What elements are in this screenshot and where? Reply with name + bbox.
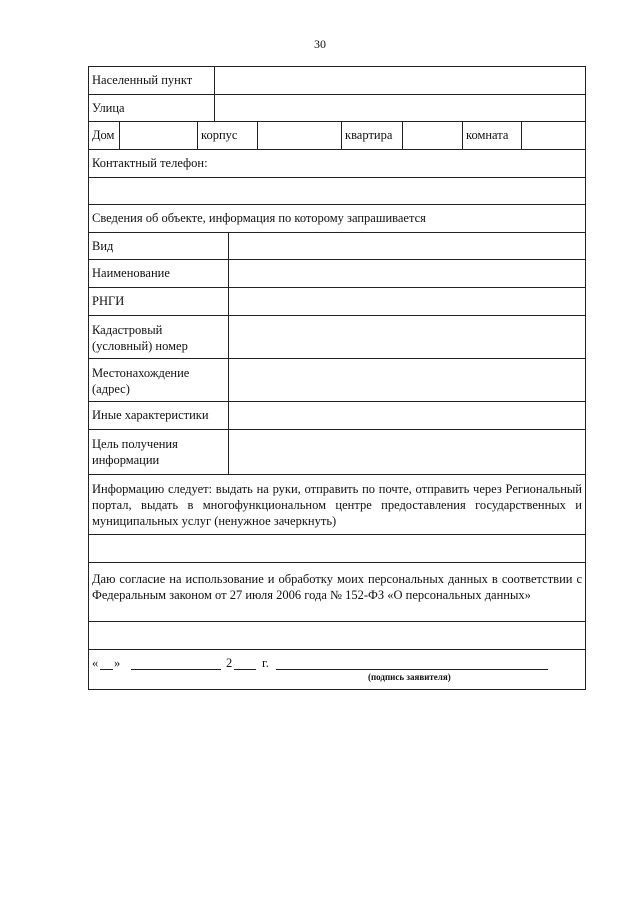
street-label: Улица (89, 95, 215, 121)
signature-caption: (подпись заявителя) (368, 672, 451, 682)
rngi-field[interactable] (229, 288, 585, 315)
row-location (89, 359, 585, 402)
apartment-field[interactable] (403, 122, 463, 149)
apartment-label: квартира (342, 122, 403, 149)
phone-label: Контактный телефон: (92, 156, 208, 170)
close-quote: » (114, 656, 121, 670)
object-section-title: Сведения об объекте, информация по которому запрашивается (92, 211, 426, 225)
building-label: корпус (198, 122, 258, 149)
row-consent (89, 563, 585, 622)
room-label: комната (463, 122, 522, 149)
phone-field[interactable] (89, 178, 585, 204)
building-field[interactable] (258, 122, 342, 149)
year-line[interactable] (234, 669, 256, 670)
signature-line[interactable] (276, 669, 548, 670)
row-object-title (89, 205, 585, 233)
location-label (89, 359, 229, 401)
row-signature (89, 650, 585, 689)
row-settlement (89, 67, 585, 95)
cadastral-label (89, 316, 229, 358)
day-line[interactable] (100, 669, 113, 670)
purpose-label-line2: информации (92, 453, 160, 467)
rngi-label: РНГИ (89, 288, 229, 315)
page-number: 30 (314, 37, 326, 51)
location-field[interactable] (229, 359, 585, 401)
cadastral-label-line1: Кадастровый (92, 323, 163, 337)
other-label: Иные характеристики (89, 402, 229, 429)
row-purpose (89, 430, 585, 475)
application-form (88, 66, 586, 690)
row-delivery (89, 475, 585, 535)
type-field[interactable] (229, 233, 585, 259)
year-prefix: 2 (226, 656, 233, 670)
consent-text: Даю согласие на использование и обработку моих персональных данных в соответствии с Федеральным законом от 27 июля 2006 года № 152-ФЗ «О персональных данных» (92, 572, 582, 602)
row-phone-field (89, 178, 585, 205)
settlement-field[interactable] (215, 67, 585, 94)
settlement-label: Населенный пункт (89, 67, 215, 94)
month-line[interactable] (131, 669, 221, 670)
house-label: Дом (89, 122, 120, 149)
row-blank-1 (89, 535, 585, 563)
location-label-line1: Местонахождение (92, 366, 190, 380)
name-field[interactable] (229, 260, 585, 287)
row-phone-label (89, 150, 585, 178)
name-label: Наименование (89, 260, 229, 287)
row-blank-2 (89, 622, 585, 650)
row-other (89, 402, 585, 430)
purpose-field[interactable] (229, 430, 585, 474)
type-label: Вид (89, 233, 229, 259)
location-label-line2: (адрес) (92, 382, 130, 396)
room-field[interactable] (522, 122, 585, 149)
delivery-text: Информацию следует: выдать на руки, отправить по почте, отправить через Региональный портал, выдать в многофункциональном центре предоставления государственных и муниципальных услуг (ненужное зачеркнуть) (92, 482, 582, 528)
year-suffix: г. (262, 656, 269, 670)
row-cadastral (89, 316, 585, 359)
row-street (89, 95, 585, 122)
other-field[interactable] (229, 402, 585, 429)
purpose-label (89, 430, 229, 474)
blank-field-1[interactable] (89, 535, 585, 562)
blank-field-2[interactable] (89, 622, 585, 649)
cadastral-field[interactable] (229, 316, 585, 358)
row-house (89, 122, 585, 150)
row-type (89, 233, 585, 260)
row-rngi (89, 288, 585, 316)
street-field[interactable] (215, 95, 585, 121)
cadastral-label-line2: (условный) номер (92, 339, 188, 353)
house-field[interactable] (120, 122, 198, 149)
open-quote: « (92, 656, 99, 670)
row-name (89, 260, 585, 288)
purpose-label-line1: Цель получения (92, 437, 178, 451)
